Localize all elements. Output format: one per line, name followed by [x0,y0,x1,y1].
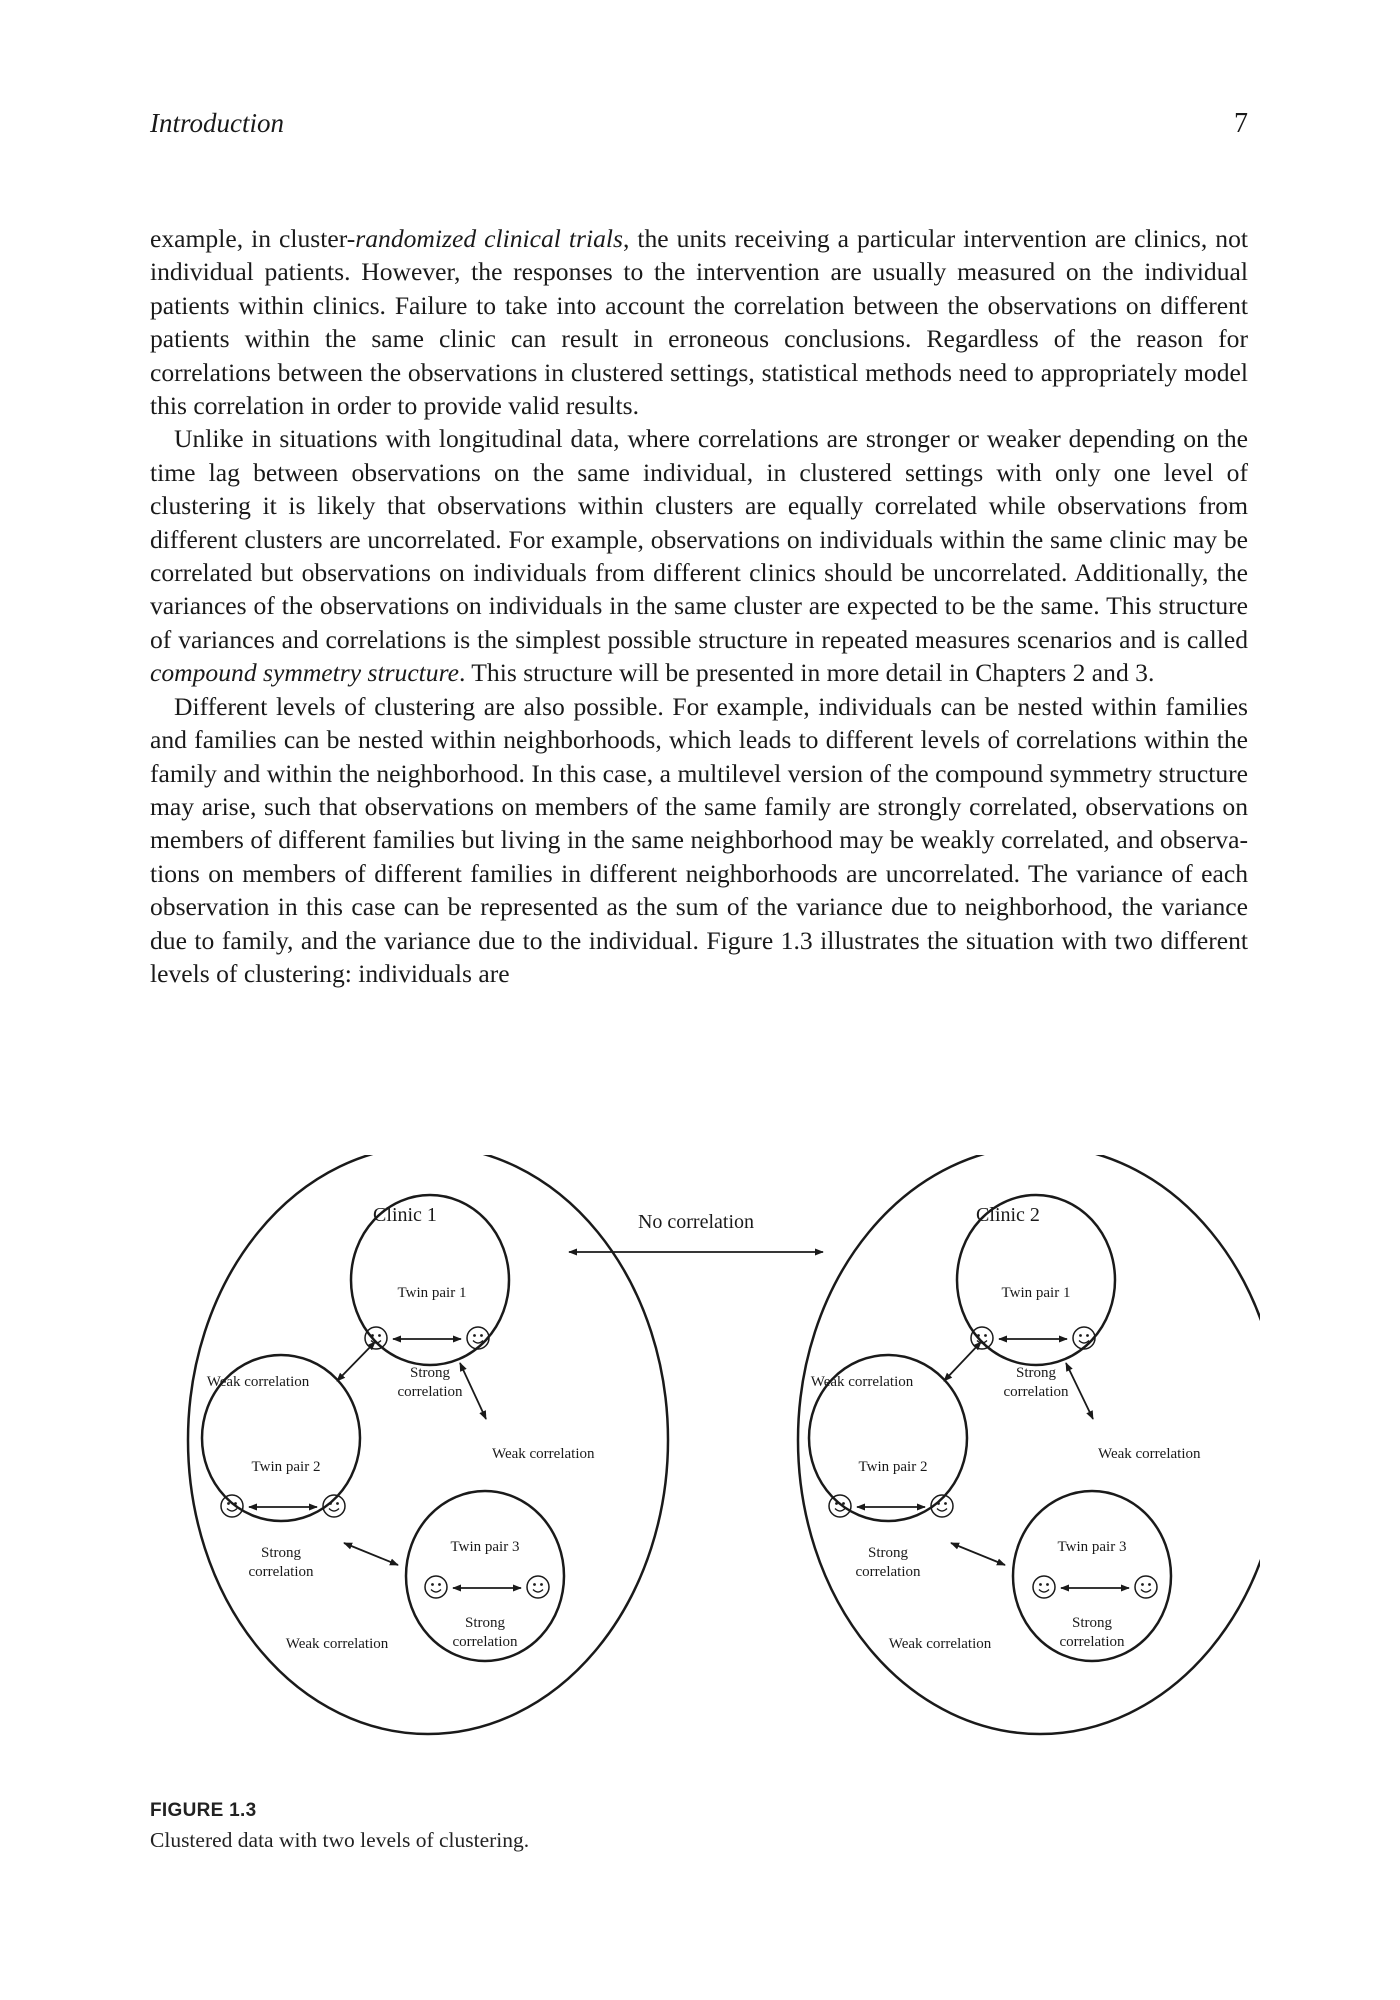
clinic-2-pair-1-2-arrow [944,1342,981,1381]
clinic-1-title: Clinic 1 [373,1204,437,1226]
paragraph-3 [150,690,1248,991]
clinic-2-twin-pair-2-strong-line2: correlation [855,1564,921,1580]
clinic-1-twin-pair-1-strong-line1: Strong [409,1365,451,1381]
text-run: , the units receiving a particular intervention are clinics, not individual patients. However, the responses to the intervention are usually measured on the individual patients within clinics. Failure to take into account the correlation between the observations on different patients within the same clinic can result in erroneous conclusions. Regardless of the reason for correlations between the observations in clustered settings, statistical methods need to appropriately model this correlation in order to provide valid results. [150,224,1248,421]
clinic-2-ellipse [798,1155,1260,1734]
clinic-1-twin-pair-3-twin-a-icon [425,1576,447,1598]
clinic-1-twin-pair-2-label: Twin pair 2 [251,1459,321,1475]
clinic-2-twin-pair-1-twin-b-icon [1073,1327,1095,1349]
text-run: Different levels of clustering are also possible. For example, individuals can be nested within families and families can be nested within neighborhoods, which leads to different levels of correlations within the family and within the neighborhood. In this case, a multilevel version of the compound symmetry structure may arise, such that observations on members of the same family are strongly correlated, observations on members of different families but living in the same neighborhood may be weakly correlated, and observations on members of different families in different neighborhoods are uncorrelated. The variance of each observation in this case can be represented as the sum of the variance due to neighborhood, the variance due to family, and the variance due to the individual. Figure 1.3 illustrates the situation with two different levels of clustering: individuals are [150,691,1248,988]
text-run: . This structure will be presented in more detail in Chapters 2 and 3. [458,658,1155,688]
clinic-2-twin-pair-1-label: Twin pair 1 [1001,1285,1071,1301]
text-run: example, in cluster- [150,224,356,253]
figure-caption-text: Clustered data with two levels of clustering. [150,1828,530,1852]
clinic-2-twin-pair-1-strong-line2: correlation [1003,1384,1069,1400]
clinic-2-twin-pair-1-twin-a-icon [971,1327,993,1349]
clinic-2-twin-pair-3-strong-line1: Strong [1071,1615,1113,1631]
clinic-1-weak-label-3: Weak correlation [285,1636,389,1652]
clinic-2-title: Clinic 2 [976,1204,1040,1226]
clinic-1-weak-label-2: Weak correlation [492,1446,595,1462]
clinic-2-twin-pair-2-twin-a-icon [829,1495,851,1517]
clinic-2-twin-pair-3-strong-line2: correlation [1059,1634,1125,1650]
figure-diagram [140,1155,1260,1745]
figure-clustered-data [140,1155,1260,1745]
clinic-2-twin-pair-3-twin-a-icon [1033,1576,1055,1598]
clinic-1-twin-pair-3-strong-line2: correlation [452,1634,518,1650]
clinic-2-weak-label-3: Weak correlation [888,1636,992,1652]
clinic-1-twin-pair-2-strong-line1: Strong [260,1545,302,1561]
clinic-1-twin-pair-3-twin-b-icon [527,1576,549,1598]
running-head [150,108,1248,148]
clinic-1-twin-pair-1-label: Twin pair 1 [397,1285,467,1301]
clinic-1-twin-pair-3-label: Twin pair 3 [450,1539,520,1555]
figure-caption [150,1800,1248,1853]
italic-term: randomized clinical trials [355,224,623,253]
clinic-1-ellipse [188,1155,668,1734]
clinic-1-pair-1-2-arrow [337,1342,375,1381]
italic-term: compound symmetry structure [150,658,459,688]
clinic-2-twin-pair-3-twin-b-icon [1135,1576,1157,1598]
clinic-2-weak-label-1: Weak correlation [810,1374,914,1390]
clinic-1-pair-1-3-arrow [460,1363,486,1419]
text-run: Unlike in situations with longitudinal data, where correlations are stronger or weaker depending on the time lag between observations on the same individual, in clustered settings with only one level of clustering it is likely that observations within clusters are equally correlated while observations from different clusters are uncorrelated. For example, observations on individuals within the same clinic may be correlated but observations on individuals from different clinics should be uncorrelated. Additionally, the variances of the observations on individuals in the same cluster are expected to be the same. This structure of variances and correlations is the simplest possible structure in repeated measures scenarios and is called [150,424,1248,654]
clinic-1-twin-pair-1-twin-b-icon [467,1327,489,1349]
clinic-2-pair-1-3-arrow [1066,1363,1093,1419]
clinic-1-twin-pair-1-twin-a-icon [365,1327,387,1349]
running-title: Introduction [150,108,284,138]
clinic-1-twin-pair-1-strong-line2: correlation [397,1384,463,1400]
clinic-1-twin-pair-2-strong-line2: correlation [248,1564,314,1580]
paragraph-1 [150,222,1248,422]
clinic-2-twin-pair-2-strong-line1: Strong [867,1545,909,1561]
clinic-2-pair-2-3-arrow [951,1543,1005,1565]
clinic-1-twin-pair-3-strong-line1: Strong [464,1615,506,1631]
clinic-2-weak-label-2: Weak correlation [1098,1446,1201,1462]
clinic-2-twin-pair-2-label: Twin pair 2 [858,1459,928,1475]
clinic-2-twin-pair-1-strong-line1: Strong [1015,1365,1057,1381]
page-number: 7 [1234,108,1248,139]
clinic-1-pair-2-3-arrow [344,1543,398,1565]
paragraph-2 [150,422,1248,689]
clinic-2-twin-pair-3-label: Twin pair 3 [1057,1539,1127,1555]
figure-label: FIGURE 1.3 [150,1800,257,1821]
body-text [150,222,1248,990]
clinic-1-weak-label-1: Weak correlation [206,1374,310,1390]
between-clinics-label: No correlation [637,1211,755,1233]
clinic-1-twin-pair-2-twin-a-icon [221,1495,243,1517]
clinic-2-group [798,1155,1260,1734]
clinic-1-group [188,1155,668,1734]
